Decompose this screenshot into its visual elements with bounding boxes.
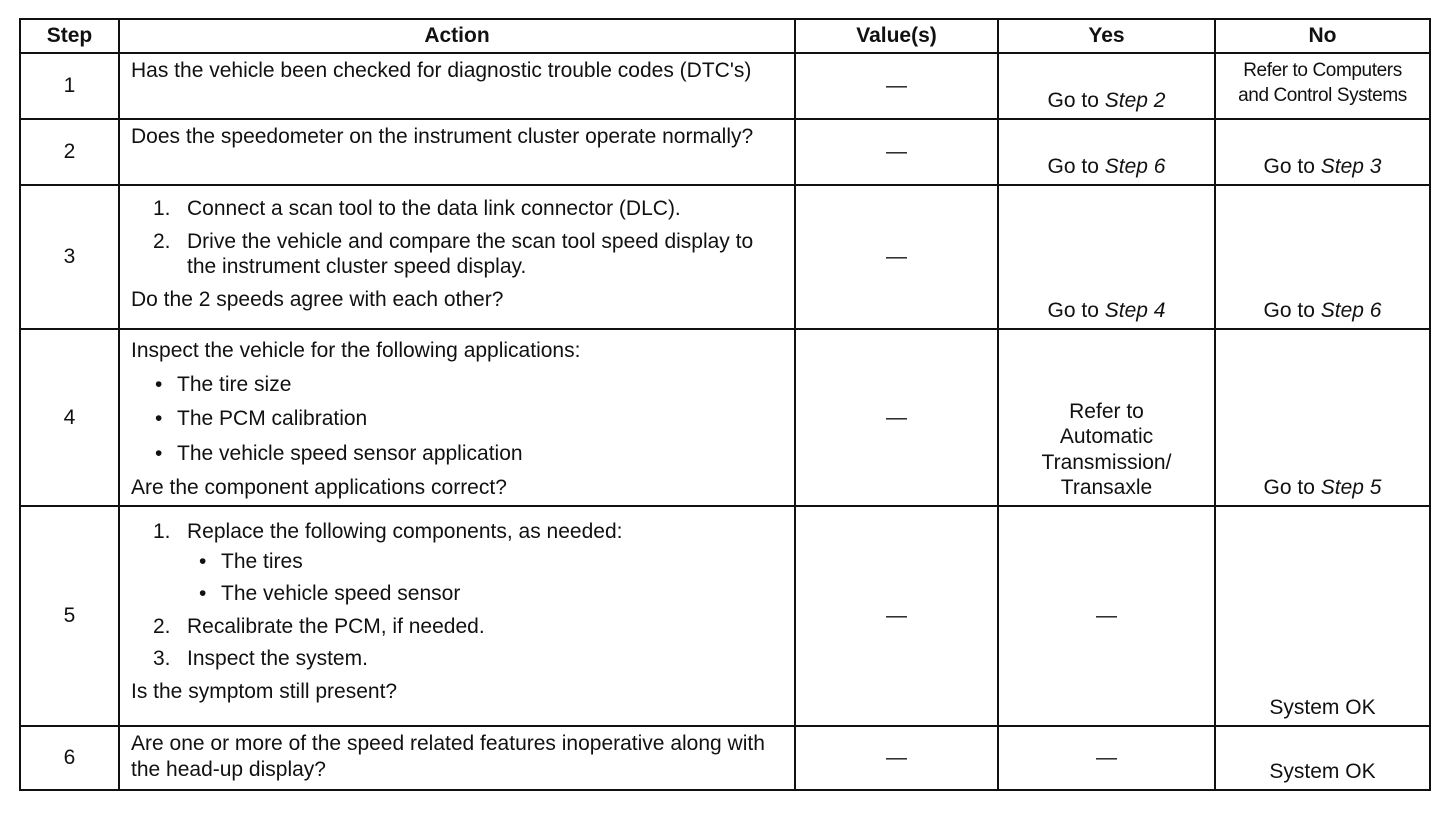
no-text: Go to bbox=[1263, 155, 1321, 179]
list-item-text: Drive the vehicle and compare the scan tool speed display to the instrument cluster speed display. bbox=[187, 229, 754, 279]
step-number: 5 bbox=[20, 506, 119, 726]
question-text: Is the symptom still present? bbox=[131, 680, 398, 704]
value-cell bbox=[795, 53, 998, 119]
action-cell bbox=[119, 506, 795, 726]
table-row bbox=[20, 53, 1430, 119]
bullet-list bbox=[187, 549, 784, 607]
bullet-icon: • bbox=[155, 407, 163, 431]
table-row bbox=[20, 119, 1430, 185]
step-number: 4 bbox=[20, 329, 119, 506]
no-cell bbox=[1215, 119, 1430, 185]
list-number: 2. bbox=[153, 229, 171, 253]
action-cell: Has the vehicle been checked for diagnostic trouble codes (DTC's) bbox=[119, 53, 795, 119]
header-values: Value(s) bbox=[795, 19, 998, 53]
step-number: 1 bbox=[20, 53, 119, 119]
no-cell bbox=[1215, 53, 1430, 119]
diagnostic-table-container bbox=[19, 18, 1431, 791]
value-cell bbox=[795, 119, 998, 185]
action-cell bbox=[119, 185, 795, 329]
bullet-icon: • bbox=[155, 441, 163, 465]
list-item bbox=[187, 549, 784, 575]
yes-cell bbox=[998, 506, 1215, 726]
yes-text-line: Transmission/ bbox=[1041, 450, 1172, 474]
list-item-text: The vehicle speed sensor bbox=[221, 582, 461, 606]
no-cell bbox=[1215, 329, 1430, 506]
list-item-text: The tire size bbox=[177, 372, 292, 396]
list-number: 1. bbox=[153, 520, 171, 544]
no-cell: System OK bbox=[1215, 726, 1430, 790]
list-item bbox=[131, 196, 784, 222]
question-text: Are the component applications correct? bbox=[131, 476, 507, 500]
question-text: Do the 2 speeds agree with each other? bbox=[131, 287, 504, 311]
value-cell bbox=[795, 329, 998, 506]
no-step-link: Step 3 bbox=[1320, 155, 1382, 179]
table-row bbox=[20, 185, 1430, 329]
no-cell bbox=[1215, 185, 1430, 329]
dash-mark: — bbox=[1096, 746, 1117, 770]
list-item-text: Replace the following components, as needed: bbox=[187, 520, 623, 544]
list-item bbox=[131, 229, 784, 280]
yes-step-link: Step 4 bbox=[1104, 299, 1166, 323]
dash-mark: — bbox=[886, 405, 907, 429]
yes-cell bbox=[998, 726, 1215, 790]
diagnostic-table bbox=[19, 18, 1431, 791]
yes-step-link: Step 6 bbox=[1104, 155, 1166, 179]
value-cell bbox=[795, 506, 998, 726]
dash-mark: — bbox=[886, 746, 907, 770]
yes-text-line: Refer to bbox=[1069, 399, 1144, 423]
yes-text: Go to bbox=[1047, 299, 1105, 323]
bullet-icon: • bbox=[199, 582, 207, 606]
list-item bbox=[131, 372, 784, 398]
table-row bbox=[20, 726, 1430, 790]
list-item bbox=[131, 614, 784, 640]
list-item-text: Connect a scan tool to the data link connector (DLC). bbox=[187, 197, 681, 220]
list-item bbox=[131, 406, 784, 432]
dash-mark: — bbox=[886, 245, 907, 269]
no-text-line: and Control Systems bbox=[1238, 85, 1407, 106]
list-number: 2. bbox=[153, 614, 171, 638]
list-item bbox=[131, 519, 784, 607]
bullet-icon: • bbox=[155, 372, 163, 396]
yes-cell bbox=[998, 119, 1215, 185]
list-item-text: The tires bbox=[221, 549, 303, 573]
list-item-text: The vehicle speed sensor application bbox=[177, 441, 523, 465]
table-row bbox=[20, 506, 1430, 726]
header-row bbox=[20, 19, 1430, 53]
yes-text-line: Transaxle bbox=[1060, 476, 1153, 500]
numbered-list bbox=[131, 196, 784, 280]
intro-text: Inspect the vehicle for the following applications: bbox=[131, 339, 581, 362]
yes-cell bbox=[998, 329, 1215, 506]
step-number: 6 bbox=[20, 726, 119, 790]
step-number: 2 bbox=[20, 119, 119, 185]
dash-mark: — bbox=[886, 74, 907, 98]
numbered-list bbox=[131, 519, 784, 672]
action-cell: Are one or more of the speed related features inoperative along with the head-up display? bbox=[119, 726, 795, 790]
header-yes: Yes bbox=[998, 19, 1215, 53]
yes-text-line: Automatic bbox=[1059, 425, 1154, 449]
list-number: 1. bbox=[153, 197, 171, 220]
yes-cell bbox=[998, 185, 1215, 329]
action-cell: Does the speedometer on the instrument cluster operate normally? bbox=[119, 119, 795, 185]
header-step: Step bbox=[20, 19, 119, 53]
list-item bbox=[187, 581, 784, 607]
yes-cell bbox=[998, 53, 1215, 119]
yes-step-link: Step 2 bbox=[1104, 89, 1166, 113]
list-item-text: Recalibrate the PCM, if needed. bbox=[187, 614, 485, 638]
no-step-link: Step 6 bbox=[1320, 299, 1382, 323]
list-number: 3. bbox=[153, 647, 171, 671]
step-number: 3 bbox=[20, 185, 119, 329]
no-text: Go to bbox=[1263, 299, 1321, 323]
yes-text: Go to bbox=[1047, 155, 1105, 179]
action-cell bbox=[119, 329, 795, 506]
bullet-list bbox=[131, 372, 784, 467]
dash-mark: — bbox=[886, 140, 907, 164]
header-no: No bbox=[1215, 19, 1430, 53]
yes-text: Go to bbox=[1047, 89, 1105, 113]
bullet-icon: • bbox=[199, 549, 207, 573]
value-cell bbox=[795, 185, 998, 329]
no-text: Go to bbox=[1263, 476, 1321, 500]
value-cell bbox=[795, 726, 998, 790]
dash-mark: — bbox=[1096, 604, 1117, 628]
no-text-line: Refer to Computers bbox=[1243, 60, 1402, 82]
dash-mark: — bbox=[886, 604, 907, 628]
list-item bbox=[131, 441, 784, 467]
header-action: Action bbox=[119, 19, 795, 53]
list-item bbox=[131, 646, 784, 672]
table-row bbox=[20, 329, 1430, 506]
no-step-link: Step 5 bbox=[1320, 476, 1382, 500]
list-item-text: The PCM calibration bbox=[177, 407, 368, 431]
no-cell: System OK bbox=[1215, 506, 1430, 726]
list-item-text: Inspect the system. bbox=[187, 647, 368, 671]
